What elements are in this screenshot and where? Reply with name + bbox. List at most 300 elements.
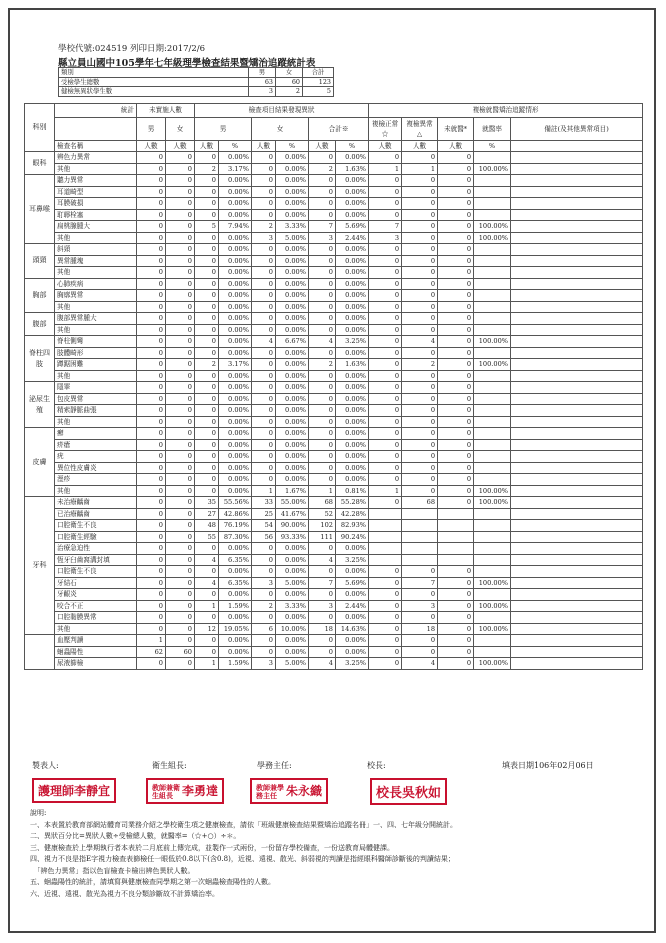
cell-value: 0 <box>137 428 166 440</box>
cell-value: 0 <box>166 520 195 532</box>
cell-value: 0 <box>309 451 336 463</box>
cell-value: 1 <box>195 600 219 612</box>
cell-value: 2 <box>402 359 438 371</box>
cell-value: 0 <box>438 577 474 589</box>
health-head-label: 衛生組長: <box>152 761 187 770</box>
item-name: 已治療齲齒 <box>55 508 137 520</box>
cell-value <box>474 612 511 624</box>
cell-value: 0 <box>195 405 219 417</box>
cell-value: 0 <box>252 152 276 164</box>
cell-value: 0.00% <box>219 566 252 578</box>
cell-value: 0.00% <box>276 301 309 313</box>
cell-value <box>511 359 643 371</box>
school-code: 024519 <box>94 44 128 54</box>
cell-value: 0 <box>402 209 438 221</box>
cell-value: 0 <box>166 198 195 210</box>
cell-value: 0.00% <box>336 278 369 290</box>
item-name: 其他 <box>55 623 137 635</box>
item-name: 肢體畸形 <box>55 347 137 359</box>
cell-value: 0.00% <box>276 612 309 624</box>
cell-value: 102 <box>309 520 336 532</box>
print-date-label: 列印日期: <box>130 44 167 54</box>
cell-value: 0 <box>402 221 438 233</box>
cell-value: 0 <box>438 152 474 164</box>
cell-value <box>511 646 643 658</box>
category-label: 腹部 <box>25 313 55 336</box>
cell-value: 0 <box>438 370 474 382</box>
cell-value: 0 <box>438 623 474 635</box>
cell-value <box>511 244 643 256</box>
item-name: 耳膜破損 <box>55 198 137 210</box>
cell-value: 0.00% <box>336 439 369 451</box>
cell-value: 0 <box>166 232 195 244</box>
cell-value: 0 <box>166 600 195 612</box>
cell-value: 5.00% <box>276 232 309 244</box>
item-name: 辨色力異常 <box>55 152 137 164</box>
header-not-examined-female: 女 <box>166 118 195 141</box>
cell-value: 0 <box>369 600 402 612</box>
note-line: 六、近視、遠視、散光為視力不良分類診斷故不計算矯治率。 <box>30 889 219 898</box>
cell-value: 0.00% <box>336 543 369 555</box>
cell-value: 0 <box>438 324 474 336</box>
cell-value: 0 <box>252 428 276 440</box>
item-name: 口腔衛生不良 <box>55 566 137 578</box>
cell-value: 52 <box>309 508 336 520</box>
cell-value: 0.00% <box>336 428 369 440</box>
cell-value: 0 <box>166 347 195 359</box>
cell-value: 0.00% <box>276 543 309 555</box>
stamp-principal: 校長吳秋如 <box>370 778 447 805</box>
cell-value: 18 <box>309 623 336 635</box>
cell-value: 1 <box>369 163 402 175</box>
stamp-academic-head-title: 教師兼學務主任 <box>256 782 284 800</box>
cell-value: 0 <box>166 221 195 233</box>
preparer-label: 製表人: <box>32 761 59 770</box>
header-not-examined-male: 男 <box>137 118 166 141</box>
cell-value: 0 <box>137 278 166 290</box>
cell-value: 0 <box>402 370 438 382</box>
cell-value: 0 <box>402 255 438 267</box>
cell-value: 0 <box>438 209 474 221</box>
cell-value: 3 <box>309 232 336 244</box>
cell-value: 1.63% <box>336 163 369 175</box>
report-title: 縣立員山國中105學年七年級理學檢查結果暨矯治追蹤統計表 <box>58 58 316 69</box>
cell-value: 0.00% <box>219 232 252 244</box>
cell-value: 0 <box>309 267 336 279</box>
cell-value: 0 <box>195 267 219 279</box>
cell-value: 0.00% <box>336 244 369 256</box>
cell-value: 0 <box>137 324 166 336</box>
cell-value <box>511 635 643 647</box>
cell-value: 4 <box>402 336 438 348</box>
table-row <box>25 462 643 474</box>
cell-value: 3.33% <box>276 221 309 233</box>
cell-value: 0 <box>369 462 402 474</box>
cell-value: 0 <box>195 175 219 187</box>
cell-value: 0.00% <box>219 347 252 359</box>
cell-value: 0 <box>252 462 276 474</box>
cell-value: 0.00% <box>336 313 369 325</box>
cell-value: 0 <box>309 209 336 221</box>
cell-value: 0 <box>166 152 195 164</box>
item-name: 咬合不正 <box>55 600 137 612</box>
cell-value: 0 <box>195 209 219 221</box>
cell-value: 14.63% <box>336 623 369 635</box>
cell-value: 0 <box>369 186 402 198</box>
header-persons: 人數 <box>252 141 276 152</box>
header-not-treated: 未就醫* <box>438 118 474 141</box>
cell-value: 0 <box>438 428 474 440</box>
cell-value: 0.00% <box>336 589 369 601</box>
header-item-name: 檢查名稱 <box>55 141 137 152</box>
school-info-line <box>58 42 205 54</box>
cell-value <box>402 554 438 566</box>
cell-value: 0.00% <box>219 474 252 486</box>
cell-value: 0 <box>369 612 402 624</box>
cell-value: 0.00% <box>219 186 252 198</box>
cell-value: 2.44% <box>336 600 369 612</box>
table-row <box>25 324 643 336</box>
cell-value <box>474 324 511 336</box>
cell-value: 0 <box>369 198 402 210</box>
summary-table <box>58 67 334 97</box>
cell-value: 4 <box>309 658 336 670</box>
cell-value: 0 <box>195 301 219 313</box>
cell-value: 0 <box>137 543 166 555</box>
cell-value <box>511 623 643 635</box>
cell-value: 0 <box>252 267 276 279</box>
cell-value: 0 <box>137 566 166 578</box>
cell-value: 0 <box>252 635 276 647</box>
cell-value <box>511 577 643 589</box>
cell-value: 0 <box>195 324 219 336</box>
cell-value: 0 <box>438 474 474 486</box>
principal-label: 校長: <box>367 761 386 770</box>
cell-value: 0 <box>195 370 219 382</box>
cell-value: 0 <box>195 255 219 267</box>
cell-value: 0 <box>195 290 219 302</box>
cell-value: 60 <box>166 646 195 658</box>
cell-value <box>474 175 511 187</box>
cell-value: 7 <box>402 577 438 589</box>
cell-value: 2 <box>252 221 276 233</box>
cell-value: 0.00% <box>336 301 369 313</box>
item-name: 其他 <box>55 267 137 279</box>
stamp-academic-head-name: 朱永織 <box>286 784 323 798</box>
cell-value: 33 <box>252 497 276 509</box>
summary-value: 3 <box>249 87 276 97</box>
header-findings-male: 男 <box>195 118 252 141</box>
cell-value: 1 <box>195 658 219 670</box>
category-label: 脊柱四肢 <box>25 336 55 382</box>
cell-value <box>474 451 511 463</box>
cell-value <box>402 508 438 520</box>
cell-value: 0.00% <box>336 635 369 647</box>
cell-value: 0 <box>369 370 402 382</box>
cell-value <box>474 152 511 164</box>
header-persons: 人數 <box>402 141 438 152</box>
cell-value <box>474 313 511 325</box>
cell-value: 0 <box>137 577 166 589</box>
cell-value: 0 <box>137 554 166 566</box>
cell-value: 0 <box>309 152 336 164</box>
cell-value: 0 <box>195 485 219 497</box>
cell-value: 0 <box>402 462 438 474</box>
cell-value: 0.00% <box>276 382 309 394</box>
cell-value: 0 <box>438 600 474 612</box>
cell-value: 0.00% <box>276 635 309 647</box>
item-name: 疥瘡 <box>55 439 137 451</box>
cell-value: 0 <box>166 290 195 302</box>
cell-value <box>474 646 511 658</box>
cell-value: 0 <box>438 267 474 279</box>
item-name: 口腔黏膜異常 <box>55 612 137 624</box>
cell-value: 10.00% <box>276 623 309 635</box>
cell-value: 3.17% <box>219 163 252 175</box>
cell-value: 0 <box>252 451 276 463</box>
cell-value: 0 <box>252 370 276 382</box>
table-row <box>25 244 643 256</box>
cell-value: 0 <box>252 393 276 405</box>
cell-value: 0.00% <box>336 474 369 486</box>
cell-value: 0 <box>309 370 336 382</box>
cell-value: 0.00% <box>276 451 309 463</box>
item-name: 其他 <box>55 163 137 175</box>
cell-value: 0 <box>402 152 438 164</box>
cell-value: 0 <box>166 255 195 267</box>
cell-value: 0 <box>166 163 195 175</box>
academic-head-label: 學務主任: <box>257 761 292 770</box>
cell-value: 0.00% <box>219 485 252 497</box>
category-label: 胸部 <box>25 278 55 313</box>
cell-value: 0 <box>166 405 195 417</box>
item-name: 異常腫塊 <box>55 255 137 267</box>
cell-value <box>474 186 511 198</box>
cell-value: 0 <box>252 313 276 325</box>
cell-value: 1 <box>369 485 402 497</box>
cell-value: 4 <box>309 554 336 566</box>
cell-value: 0.00% <box>219 462 252 474</box>
cell-value: 6.35% <box>219 577 252 589</box>
header-pct: % <box>474 141 511 152</box>
cell-value: 100.00% <box>474 221 511 233</box>
cell-value: 0.00% <box>336 405 369 417</box>
table-row <box>25 600 643 612</box>
header-pct: % <box>336 141 369 152</box>
cell-value: 0 <box>309 646 336 658</box>
cell-value: 0.00% <box>336 290 369 302</box>
cell-value: 0.00% <box>219 301 252 313</box>
cell-value: 100.00% <box>474 485 511 497</box>
cell-value: 0 <box>137 382 166 394</box>
cell-value: 0 <box>166 359 195 371</box>
cell-value: 0.00% <box>276 462 309 474</box>
cell-value: 0 <box>252 405 276 417</box>
cell-value: 0.00% <box>276 370 309 382</box>
cell-value: 0.81% <box>336 485 369 497</box>
cell-value: 0 <box>166 474 195 486</box>
cell-value: 48 <box>195 520 219 532</box>
cell-value: 0 <box>137 520 166 532</box>
cell-value: 0 <box>137 416 166 428</box>
cell-value: 0 <box>137 393 166 405</box>
cell-value <box>511 566 643 578</box>
cell-value: 1.59% <box>219 600 252 612</box>
item-name: 溼疹 <box>55 474 137 486</box>
cell-value: 0 <box>369 382 402 394</box>
item-name: 口腔衛生經驗 <box>55 531 137 543</box>
cell-value <box>511 370 643 382</box>
cell-value: 0 <box>166 554 195 566</box>
cell-value: 0 <box>166 428 195 440</box>
cell-value: 0 <box>309 175 336 187</box>
table-row <box>25 623 643 635</box>
notes-title: 說明: <box>30 809 47 817</box>
table-row <box>25 393 643 405</box>
summary-label: 健檢無異狀學生數 <box>59 87 249 97</box>
cell-value: 0 <box>369 347 402 359</box>
header-pct: % <box>219 141 252 152</box>
note-line: 三、健康檢查於上學期執行者本表於二月底前上傳完成，並製作一式兩份，一份留存學校備查，一份送教育局體健課。 <box>30 843 394 852</box>
cell-value: 0.00% <box>276 646 309 658</box>
item-name: 牙結石 <box>55 577 137 589</box>
item-name: 心肺疾病 <box>55 278 137 290</box>
school-code-label: 學校代號: <box>58 44 95 54</box>
cell-value: 7 <box>309 577 336 589</box>
stamp-academic-head <box>250 778 328 804</box>
cell-value: 3.25% <box>336 658 369 670</box>
summary-header-female: 女 <box>276 68 303 78</box>
header-persons: 人數 <box>438 141 474 152</box>
cell-value: 41.67% <box>276 508 309 520</box>
item-name: 胸廓異常 <box>55 290 137 302</box>
category-label: 皮膚 <box>25 428 55 497</box>
cell-value: 0 <box>166 313 195 325</box>
cell-value: 0.00% <box>276 290 309 302</box>
table-row <box>25 255 643 267</box>
cell-value: 0 <box>369 359 402 371</box>
cell-value: 0.00% <box>219 612 252 624</box>
cell-value: 0 <box>402 267 438 279</box>
item-name: 尿液篩檢 <box>55 658 137 670</box>
summary-header-total: 合計 <box>303 68 334 78</box>
summary-label: 受檢學生總數 <box>59 77 249 87</box>
note-line: 一、本表置於教育部網站體育司業務介紹之學校衛生項之健康檢查，請依「班級健康檢查結果暨矯治追蹤名冊」一、四、七年級分開統計。 <box>30 820 457 829</box>
table-row <box>25 416 643 428</box>
header-not-examined: 未實施人數 <box>137 104 195 118</box>
cell-value: 0 <box>402 186 438 198</box>
cell-value <box>511 163 643 175</box>
cell-value: 0 <box>438 658 474 670</box>
cell-value: 100.00% <box>474 658 511 670</box>
cell-value <box>511 451 643 463</box>
cell-value: 0 <box>402 175 438 187</box>
header-followup: 複檢就醫矯治追蹤情形 <box>369 104 643 118</box>
cell-value <box>511 474 643 486</box>
item-name: 恆牙臼齒窩溝封填 <box>55 554 137 566</box>
cell-value: 0 <box>166 186 195 198</box>
item-name: 其他 <box>55 370 137 382</box>
cell-value <box>474 347 511 359</box>
cell-value: 5.00% <box>276 658 309 670</box>
cell-value: 0 <box>402 324 438 336</box>
cell-value: 0 <box>195 612 219 624</box>
item-name: 聽力異常 <box>55 175 137 187</box>
cell-value: 1.63% <box>336 359 369 371</box>
cell-value: 0 <box>252 439 276 451</box>
cell-value: 0 <box>369 393 402 405</box>
cell-value: 0 <box>309 474 336 486</box>
cell-value: 0 <box>166 267 195 279</box>
table-row <box>25 646 643 658</box>
cell-value: 0 <box>137 347 166 359</box>
summary-row-no-abnormal <box>59 87 334 97</box>
table-row <box>25 439 643 451</box>
cell-value <box>511 152 643 164</box>
cell-value <box>511 267 643 279</box>
cell-value <box>511 428 643 440</box>
cell-value: 0 <box>195 589 219 601</box>
table-row <box>25 428 643 440</box>
cell-value <box>511 232 643 244</box>
cell-value: 6.67% <box>276 336 309 348</box>
cell-value <box>474 554 511 566</box>
item-name: 包皮異常 <box>55 393 137 405</box>
cell-value: 2 <box>252 600 276 612</box>
cell-value: 0 <box>195 232 219 244</box>
cell-value: 0 <box>166 566 195 578</box>
note-line: 「辨色力異常」指以色盲檢查卡檢出辨色異狀人數。 <box>30 866 195 875</box>
header-row-3 <box>25 141 643 152</box>
item-name: 其他 <box>55 232 137 244</box>
cell-value <box>511 278 643 290</box>
cell-value: 0.00% <box>276 255 309 267</box>
cell-value: 0 <box>137 163 166 175</box>
table-row <box>25 577 643 589</box>
cell-value <box>474 301 511 313</box>
cell-value: 90.24% <box>336 531 369 543</box>
header-persons: 人數 <box>195 141 219 152</box>
cell-value: 0 <box>195 186 219 198</box>
cell-value: 3.25% <box>336 554 369 566</box>
cell-value <box>474 382 511 394</box>
header-recheck-normal: 複檢正常☆ <box>369 118 402 141</box>
cell-value: 0 <box>137 439 166 451</box>
cell-value: 0 <box>252 612 276 624</box>
table-row <box>25 382 643 394</box>
cell-value <box>511 301 643 313</box>
header-persons: 人數 <box>309 141 336 152</box>
cell-value: 0.00% <box>276 428 309 440</box>
summary-value: 2 <box>276 87 303 97</box>
cell-value: 1.59% <box>219 658 252 670</box>
cell-value: 0 <box>369 405 402 417</box>
cell-value: 0.00% <box>219 336 252 348</box>
header-persons: 人數 <box>166 141 195 152</box>
cell-value: 0 <box>252 474 276 486</box>
cell-value: 0 <box>166 324 195 336</box>
cell-value: 0 <box>402 635 438 647</box>
cell-value: 2 <box>309 163 336 175</box>
table-row <box>25 301 643 313</box>
cell-value: 0 <box>438 198 474 210</box>
cell-value: 100.00% <box>474 336 511 348</box>
health-check-table <box>24 103 643 670</box>
item-name: 牙齦炎 <box>55 589 137 601</box>
cell-value: 0 <box>137 531 166 543</box>
cell-value: 0.00% <box>336 175 369 187</box>
cell-value: 0 <box>252 290 276 302</box>
